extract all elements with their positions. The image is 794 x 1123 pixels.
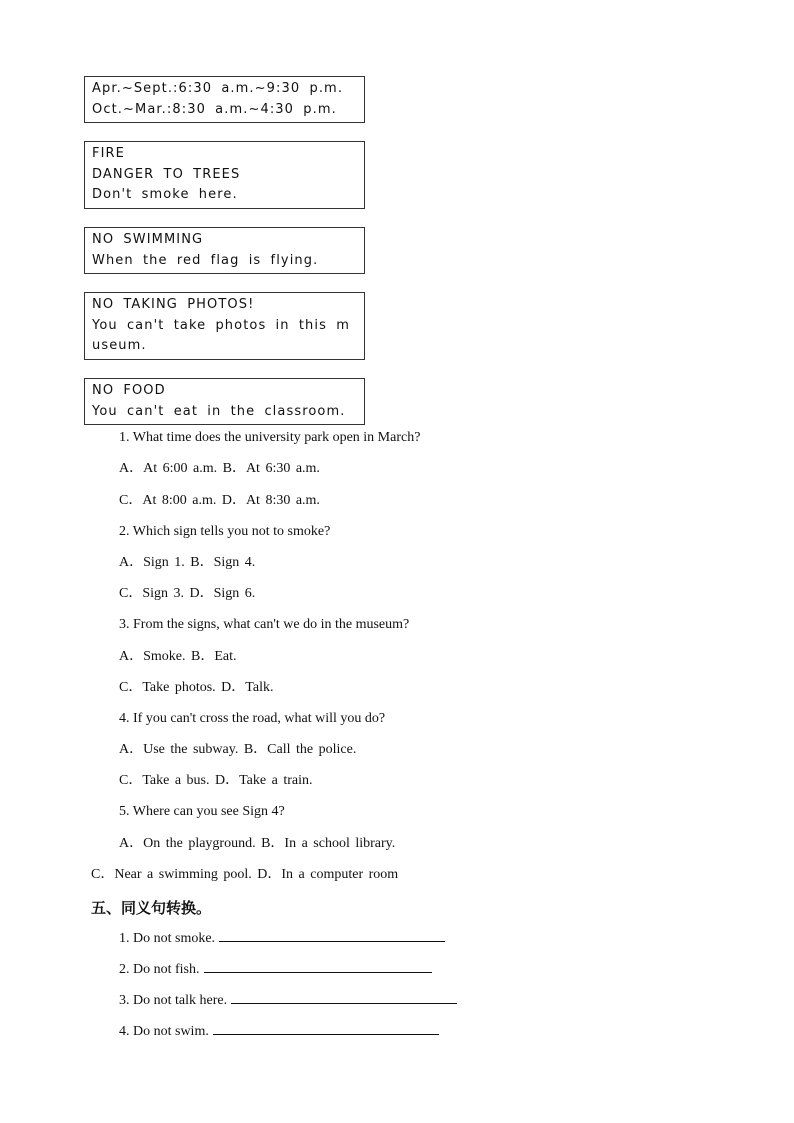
sign-line: Apr.~Sept.:6:30 a.m.~9:30 p.m. xyxy=(92,81,344,96)
sign-line: Oct.~Mar.:8:30 a.m.~4:30 p.m. xyxy=(92,101,337,117)
question-option: C．Take photos. D．Talk. xyxy=(119,680,274,695)
question-stem: 4. If you can't cross the road, what will you do? xyxy=(119,711,386,726)
sign-body: You can't take photos in this museum. xyxy=(92,317,350,353)
question-stem: 3. From the signs, what can't we do in the museum? xyxy=(119,617,410,632)
question-option: A．At 6:00 a.m. B．At 6:30 a.m. xyxy=(119,461,320,476)
question-option: A．Use the subway. B．Call the police. xyxy=(119,742,357,757)
sign-line: DANGER TO TREES xyxy=(92,166,241,182)
sign-no-food xyxy=(84,378,365,425)
sign-line: When the red flag is flying. xyxy=(92,252,319,268)
rewrite-item xyxy=(119,1022,439,1040)
sign-no-photos xyxy=(84,292,365,360)
rewrite-item xyxy=(119,929,445,947)
sign-line: Don't smoke here. xyxy=(92,187,238,202)
sign-line: You can't eat in the classroom. xyxy=(92,403,346,419)
sign-title: NO TAKING PHOTOS! xyxy=(92,297,255,312)
question-stem: 1. What time does the university park open in March? xyxy=(119,430,421,445)
sign-line: FIRE xyxy=(92,146,125,161)
question-option: C．Take a bus. D．Take a train. xyxy=(119,773,313,788)
question-option: C．Near a swimming pool. D．In a computer room xyxy=(91,867,399,882)
section-heading: 五、同义句转换。 xyxy=(91,899,212,917)
question-stem: 5. Where can you see Sign 4? xyxy=(119,804,285,819)
question-option: A．On the playground. B．In a school library. xyxy=(119,836,396,851)
question-option: A．Smoke. B．Eat. xyxy=(119,649,237,664)
rewrite-prompt: 4. Do not swim. xyxy=(119,1024,209,1039)
answer-blank[interactable] xyxy=(204,960,432,973)
question-stem: 2. Which sign tells you not to smoke? xyxy=(119,524,331,539)
sign-fire-danger xyxy=(84,141,365,209)
sign-line: NO SWIMMING xyxy=(92,232,204,247)
sign-no-swimming xyxy=(84,227,365,274)
question-option: A．Sign 1. B．Sign 4. xyxy=(119,555,256,570)
answer-blank[interactable] xyxy=(213,1022,439,1035)
question-option: C．Sign 3. D．Sign 6. xyxy=(119,586,256,601)
rewrite-prompt: 3. Do not talk here. xyxy=(119,993,228,1008)
answer-blank[interactable] xyxy=(231,991,457,1004)
sign-opening-hours xyxy=(84,76,365,123)
rewrite-prompt: 2. Do not fish. xyxy=(119,962,200,977)
rewrite-item xyxy=(119,960,432,978)
rewrite-item xyxy=(119,991,457,1009)
answer-blank[interactable] xyxy=(219,929,445,942)
rewrite-prompt: 1. Do not smoke. xyxy=(119,931,216,946)
sign-line: NO FOOD xyxy=(92,383,166,398)
question-option: C．At 8:00 a.m. D．At 8:30 a.m. xyxy=(119,493,320,508)
